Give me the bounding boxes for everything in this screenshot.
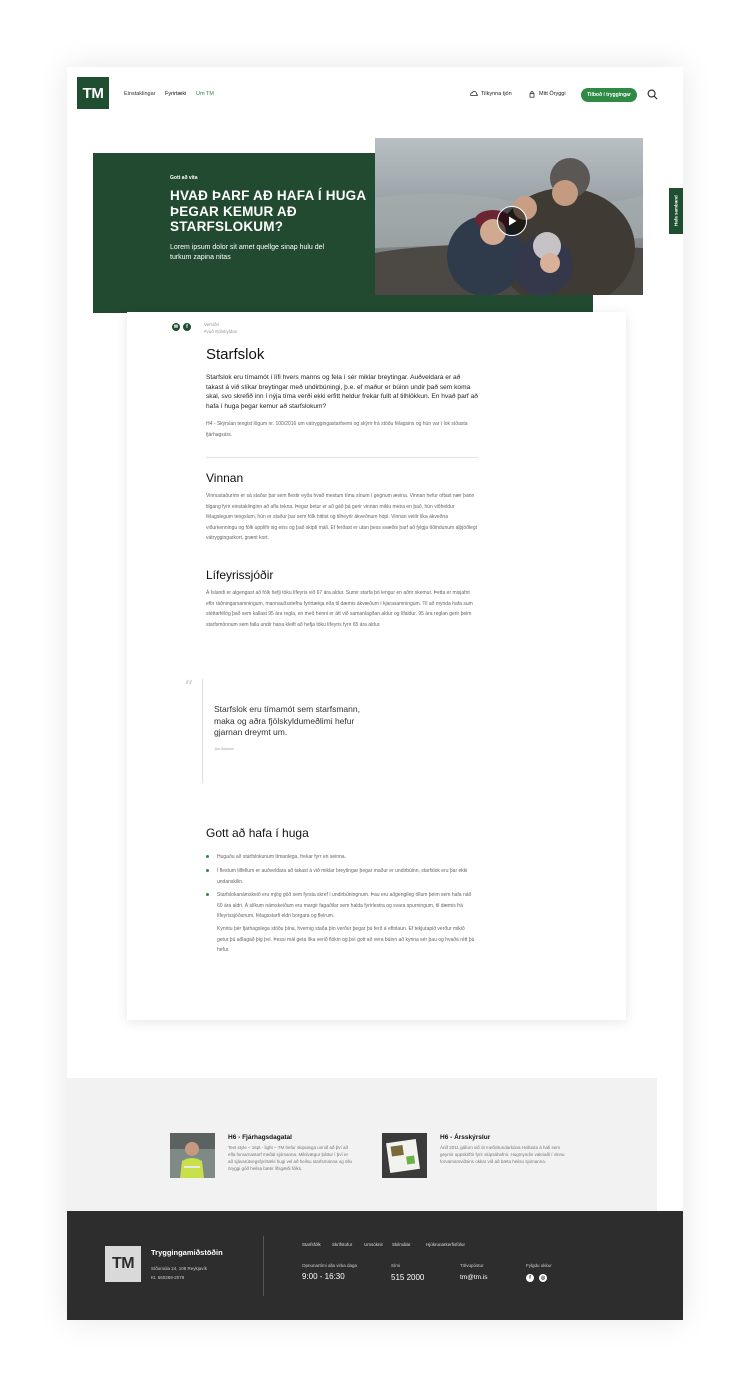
play-video-button[interactable] (497, 206, 527, 236)
report-damage-link[interactable] (470, 90, 512, 98)
footer-link[interactable]: Starfsfólk (302, 1242, 321, 1247)
footer-email-label: Tölvupóstur (460, 1263, 484, 1268)
hero-title: HVAÐ ÞARF AÐ HAFA Í HUGA ÞEGAR KEMUR AÐ STARFSLOKUM? (170, 188, 366, 234)
related-text: Árið 2011 gáfum við út meðvitundarkúna Hollusta á hafi sem geymir uppskriftir fyrir skipsáhafnir. Hugmyndin vaknaði í vinnu forvarnarsviðsins okkar við að bæta heilsu sjómanna. (440, 1145, 565, 1164)
cloud-icon (470, 90, 478, 98)
list-item: Í flestum tilfellum er auðveldara að takast á við miklar breytingar þegar maður er undirbúinn, starfslok eru þar ekki undanskilin. (217, 868, 468, 885)
breadcrumb-tags[interactable]: #vuð #jólskyldan (204, 329, 238, 334)
worker-photo (170, 1133, 215, 1178)
bullet-icon (206, 855, 211, 860)
article-lead: Starfslok eru tímamót í lífi hvers manns og fela í sér miklar breytingar. Auðveldara er að takast á við slíkar breytingar með undirbúningi, þ.e. ef maður er búinn undir það sem koma skal, svo skrefið inn í nýja tíma verði ekki erfitt heldur frekar fullt af tilhlökkun. En hvað þarf að hafa í huga þegar kemur að starfslokum? (206, 374, 478, 410)
hero-lead: Lorem ipsum dolor sit amet quellge sinap hulu del turkum zapina nitas (170, 244, 325, 261)
related-text: Text style – 16pt - light – TM hefur skipulega unnið að því að efla forvarnastarf meðal sjómanna. Mikilvægur þáttur í því er að sjávarútvegsfyrirtæki hugi vel að heilsu starfsmanna og öllu öryggi góð heilsa bætir lífsgæði fólks. (228, 1145, 353, 1171)
nav-einstaklingar[interactable]: Einstaklingar (124, 91, 156, 97)
list-item: Kynntu þér fjárhagslega stöðu þína, hvernig staða þín verður þegar þú ferð á eftirlaun. Ef tekjutapið verður mikið getur þú aðlagað þig því. Þessi mál geta líka verið flókin og því gott að vera búinn að kynna sér þau og hvaða rétt þú hefur. (217, 926, 475, 953)
tips-heading: Gott að hafa í huga (206, 826, 309, 840)
footer-phone[interactable]: 515 2000 (391, 1273, 425, 1282)
footer-address: Síðumúla 24, 108 Reykjavík (151, 1266, 208, 1271)
footer-divider (263, 1236, 264, 1296)
report-photo (382, 1133, 427, 1178)
divider (206, 457, 478, 458)
related-section (67, 1078, 657, 1212)
footer-company-name: Tryggingamiðstöðin (151, 1248, 223, 1257)
footer-link[interactable]: Umsóknir (364, 1242, 384, 1247)
footer-hours-label: Opnunartími alla virka daga (302, 1263, 358, 1268)
search-icon[interactable] (647, 89, 658, 100)
related-image-report[interactable] (382, 1133, 427, 1178)
list-item: Hugaðu að starfslokunum tímanlega, frekar fyrr en seinna. (217, 854, 346, 860)
bullet-icon (206, 869, 211, 874)
related-title[interactable]: H6 - Ársskýrslur (440, 1134, 491, 1141)
pull-quote: Starfslok eru tímamót sem starfsmann, maka og aðra fjölskyldumeðlimi hefur gjarnan dreymt um. (214, 704, 360, 737)
footer-social-label: Fylgdu okkur (526, 1263, 552, 1268)
footer-link[interactable]: Hjúkrunarkerfisfólur (426, 1242, 466, 1247)
report-damage-label: Tilkynna tjón (481, 91, 512, 97)
footer-logo[interactable]: TM (105, 1246, 141, 1282)
play-icon (506, 215, 518, 227)
facebook-icon[interactable]: f (526, 1274, 534, 1282)
bullet-icon (206, 893, 211, 898)
footer-email[interactable]: tm@tm.is (460, 1274, 488, 1281)
list-item: Starfslokanámskeið eru mjög góð sem fyrsta skref í undirbúningnum. Þau eru aðgengileg öllum þeim sem hafa náð 60 ára aldri. Á slíkum námskeiðum eru margir fagaðilar sem halda fyrirlestra og svara spurningum, til dæmis frá lífeyrissjóðunum, félagsstarfi eldri borgara og fleirum. (217, 892, 472, 919)
instagram-icon[interactable]: ◎ (540, 1275, 546, 1281)
article-title: Starfslok (206, 346, 265, 363)
quote-author: Jón Jónsson (214, 747, 234, 751)
quote-mark-icon: “ (184, 677, 194, 698)
footer-link[interactable]: Skilmálar (392, 1242, 411, 1247)
breadcrumb-item[interactable]: Vefsíðri (204, 322, 220, 327)
footer-link[interactable]: Skrifstofur (332, 1242, 353, 1247)
footer-phone-label: Sími (391, 1263, 400, 1268)
tm-logo[interactable]: TM (77, 77, 109, 109)
my-security-link[interactable] (528, 90, 566, 98)
article-note: H4 - Skýrslan tengist lögum nr. 100/2016 um vátryggingastarfsemi og skýrir frá stöðu félagsins og hún var í lok síðasta fjárhagsárs. (206, 421, 468, 438)
quote-bar (202, 679, 203, 783)
my-security-label: Mitt Öryggi (539, 91, 566, 97)
footer-kt: Kt. 660269-2079 (151, 1275, 185, 1280)
section-heading-lifeyrissjodir: Lífeyrissjóðir (206, 568, 274, 582)
nav-um-tm[interactable]: Um TM (196, 91, 214, 97)
section-body-lifeyrissjodir: Á Íslandi er algengast að fólk hefji töku lífeyris við 67 ára aldur. Sumir starfa þó lengur en aðrir skemur. Þetta er misjafnt eftir ráðningarsamningum, mannauðsstefnu fyrirtækja eða til dæmis ákvæðum í kjarasamningum. Til að mynda hafa sum stéttarfélög það sem kallast 95 ára regla, en með henni er átt við samanlagðan aldur og lífaldur. 95 ára reglan gerir þeim starfsmönnum sem falla undir hana kleift að hefja töku lífeyris fyrir 65 ára aldur. (206, 590, 473, 628)
hero-kicker: Gott að vita (170, 175, 198, 181)
get-quote-button[interactable]: Tilboð í tryggingar (581, 88, 637, 102)
nav-fyrirtaeki[interactable]: Fyrirtæki (165, 91, 187, 97)
lock-icon (528, 90, 536, 98)
contact-side-tab[interactable]: Hafa samband (669, 188, 683, 234)
email-share-icon[interactable]: ✉ (173, 324, 179, 330)
footer-hours: 9:00 - 16:30 (302, 1272, 345, 1281)
related-title[interactable]: H6 - Fjárhagsdagatal (228, 1134, 292, 1141)
section-heading-vinnan: Vinnan (206, 471, 244, 485)
facebook-share-icon[interactable]: f (183, 323, 191, 331)
related-image-worker[interactable] (170, 1133, 215, 1178)
section-body-vinnan: Vinnustaðurinn er sá staður þar sem flestir eyða hvað mestum tíma sínum í gegnum ævina. Vinnan hefur oftast nær þann tilgang fyrir einstaklinginn að afla tekna. Þegar betur er að gáð þá gerir vinnan miklu meira en það, hún viðheldur félagslegum tengslum, hún er staður þar sem fólk hittist og tilheyrir ákveðnum hópi. Vinnan veitir líka ákveðna viðurkenningu og fólk upplifir sig eins og það skipti máli. Ef ferðast er utan þess svæðis þarf að fylgja tíðindunum alþjóðlegt vátryggingarkort, grænt kort. (206, 493, 477, 541)
